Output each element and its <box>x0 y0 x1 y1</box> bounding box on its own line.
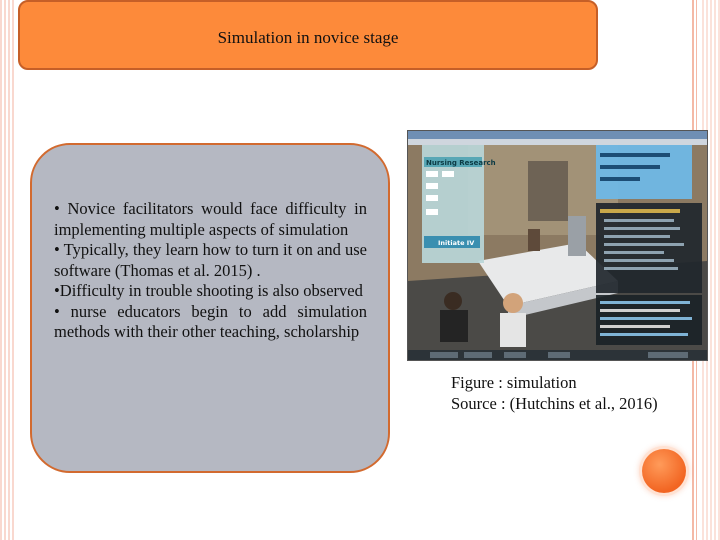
slide-title: Simulation in novice stage <box>217 28 399 47</box>
bullet-item-2: • Typically, they learn how to turn it on and use software (Thomas et al. 2015) . <box>54 240 367 280</box>
simulation-scene-illustration <box>408 131 707 360</box>
bullet-box <box>30 143 390 473</box>
title-banner <box>18 0 598 70</box>
hud-initiate-iv-label: Initiate IV <box>438 239 475 247</box>
bullet-list <box>54 199 367 343</box>
bullet-item-4: • nurse educators begin to add simulation methods with their other teaching, scholarship <box>54 301 367 341</box>
decorative-orange-circle <box>642 449 686 493</box>
bullet-item-3: •Difficulty in trouble shooting is also observed <box>54 281 363 300</box>
figure-caption <box>451 372 681 414</box>
hud-panel-title: Nursing Research <box>426 159 496 167</box>
caption-line-2: Source : (Hutchins et al., 2016) <box>451 394 658 413</box>
caption-line-1: Figure : simulation <box>451 373 577 392</box>
bullet-item-1: • Novice facilitators would face difficulty in implementing multiple aspects of simulation <box>54 199 367 239</box>
simulation-screenshot <box>407 130 708 361</box>
left-decorative-stripes <box>0 0 14 540</box>
